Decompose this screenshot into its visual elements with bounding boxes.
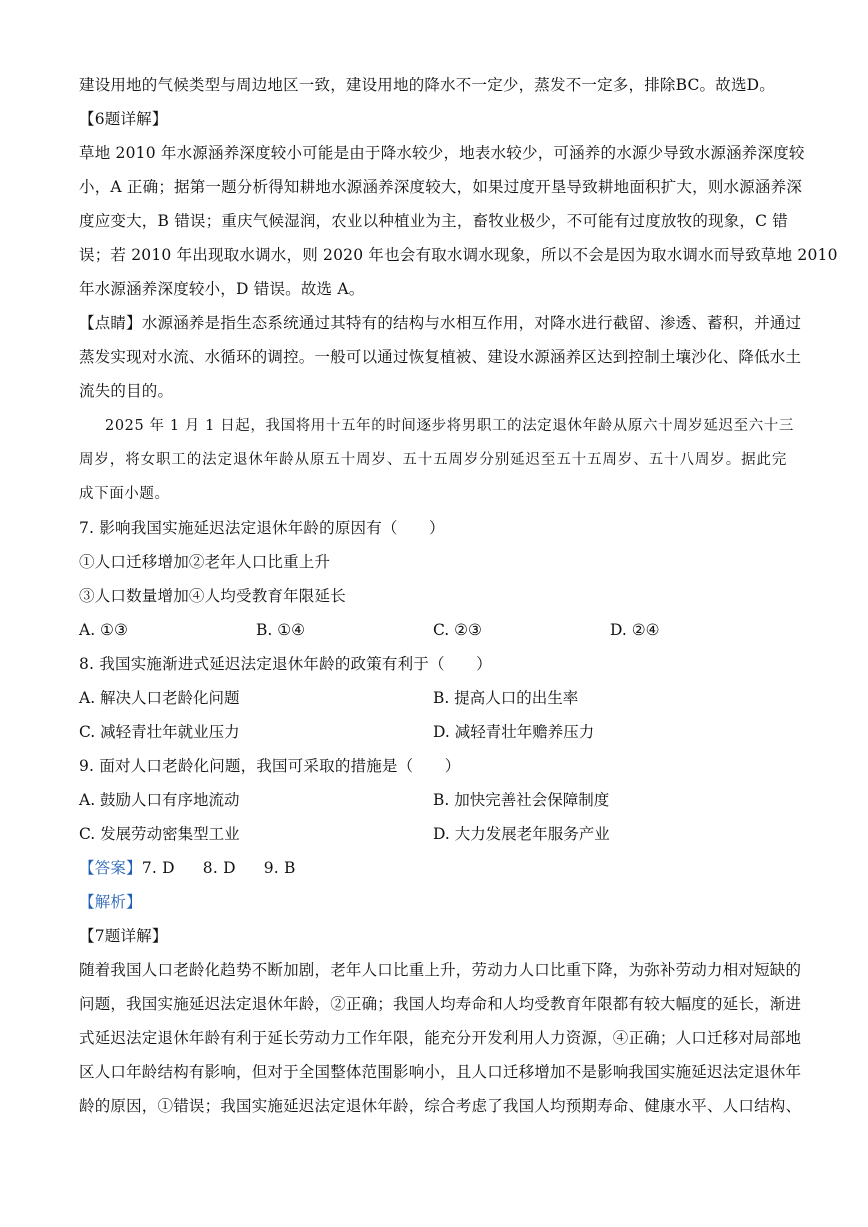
q7-option-d: D. ②④ — [610, 621, 660, 639]
intro-line: 建设用地的气候类型与周边地区一致，建设用地的降水不一定少，蒸发不一定多，排除BC。故选D。 — [79, 76, 775, 94]
q9-stem: 9. 面对人口老龄化问题，我国可采取的措施是（ ） — [79, 757, 461, 775]
q9-option-c: C. 发展劳动密集型工业 — [79, 825, 240, 843]
q8-option-b: B. 提高人口的出生率 — [433, 689, 579, 707]
q7-stem: 7. 影响我国实施延迟法定退休年龄的原因有（ ） — [79, 519, 445, 537]
q7-option-c: C. ②③ — [433, 621, 482, 639]
q7-detail-line-3: 式延迟法定退休年龄有利于延长劳动力工作年限，能充分开发利用人力资源，④正确；人口迁移对局部地 — [79, 1029, 802, 1047]
q8-option-a: A. 解决人口老龄化问题 — [79, 689, 240, 707]
dianjing-tag: 【点睛】 — [79, 314, 142, 332]
q9-option-d: D. 大力发展老年服务产业 — [433, 825, 610, 843]
dianjing-line-2: 蒸发实现对水流、水循环的调控。一般可以通过恢复植被、建设水源涵养区达到控制土壤沙化、降低水土 — [79, 348, 802, 366]
q6-line-3: 度应变大，B 错误；重庆气候湿润，农业以种植业为主，畜牧业极少，不可能有过度放牧的现象，C 错 — [79, 212, 789, 230]
answer-tag: 【答案】 — [79, 859, 142, 877]
q6-line-1: 草地 2010 年水源涵养深度较小可能是由于降水较少，地表水较少，可涵养的水源少导致水源涵养深度较 — [79, 144, 805, 162]
q9-option-a: A. 鼓励人口有序地流动 — [79, 791, 240, 809]
q6-line-4: 误；若 2010 年出现取水调水，则 2020 年也会有取水调水现象，所以不会是因为取水调水而导致草地 2010 — [79, 246, 838, 264]
passage-line-1: 2025 年 1 月 1 日起，我国将用十五年的时间逐步将男职工的法定退休年龄从原六十周岁延迟至六十三 — [105, 418, 794, 434]
q6-heading: 【6题详解】 — [79, 110, 168, 128]
q7-item-1: ①人口迁移增加②老年人口比重上升 — [79, 553, 331, 571]
q7-option-a: A. ①③ — [79, 621, 128, 639]
dianjing-line-3: 流失的目的。 — [79, 382, 174, 400]
q7-detail-heading: 【7题详解】 — [79, 927, 168, 945]
q7-item-2: ③人口数量增加④人均受教育年限延长 — [79, 587, 346, 605]
q7-option-b: B. ①④ — [256, 621, 306, 639]
analysis-tag: 【解析】 — [79, 893, 142, 911]
q7-detail-line-1: 随着我国人口老龄化趋势不断加剧，老年人口比重上升，劳动力人口比重下降，为弥补劳动力相对短缺的 — [79, 961, 802, 979]
q9-option-b: B. 加快完善社会保障制度 — [433, 791, 610, 809]
q8-option-d: D. 减轻青壮年赡养压力 — [433, 723, 595, 741]
passage-line-2: 周岁，将女职工的法定退休年龄从原五十周岁、五十五周岁分别延迟至五十五周岁、五十八周岁。据此完 — [79, 452, 787, 468]
dianjing-line-1 — [79, 313, 802, 333]
q6-line-5: 年水源涵养深度较小，D 错误。故选 A。 — [79, 280, 365, 298]
answer-line — [79, 858, 324, 878]
q7-detail-line-4: 区人口年龄结构有影响，但对于全国整体范围影响小，且人口迁移增加不是影响我国实施延迟法定退休年 — [79, 1063, 802, 1081]
answer-8: 8. D — [202, 859, 236, 877]
q8-stem: 8. 我国实施渐进式延迟法定退休年龄的政策有利于（ ） — [79, 655, 492, 673]
passage-line-3: 成下面小题。 — [79, 486, 170, 502]
q7-detail-line-5: 龄的原因，①错误；我国实施延迟法定退休年龄，综合考虑了我国人均预期寿命、健康水平、人口结构、 — [79, 1097, 802, 1115]
dianjing-text-1: 水源涵养是指生态系统通过其特有的结构与水相互作用，对降水进行截留、渗透、蓄积，并通过 — [141, 314, 802, 332]
q8-option-c: C. 减轻青壮年就业压力 — [79, 723, 240, 741]
q7-detail-line-2: 问题，我国实施延迟法定退休年龄，②正确；我国人均寿命和人均受教育年限都有较大幅度的延长，渐进 — [79, 995, 802, 1013]
q6-line-2: 小，A 正确；据第一题分析得知耕地水源涵养深度较大，如果过度开垦导致耕地面积扩大，则水源涵养深 — [79, 178, 803, 196]
answer-9: 9. B — [263, 859, 296, 877]
answer-7: 7. D — [141, 859, 175, 877]
